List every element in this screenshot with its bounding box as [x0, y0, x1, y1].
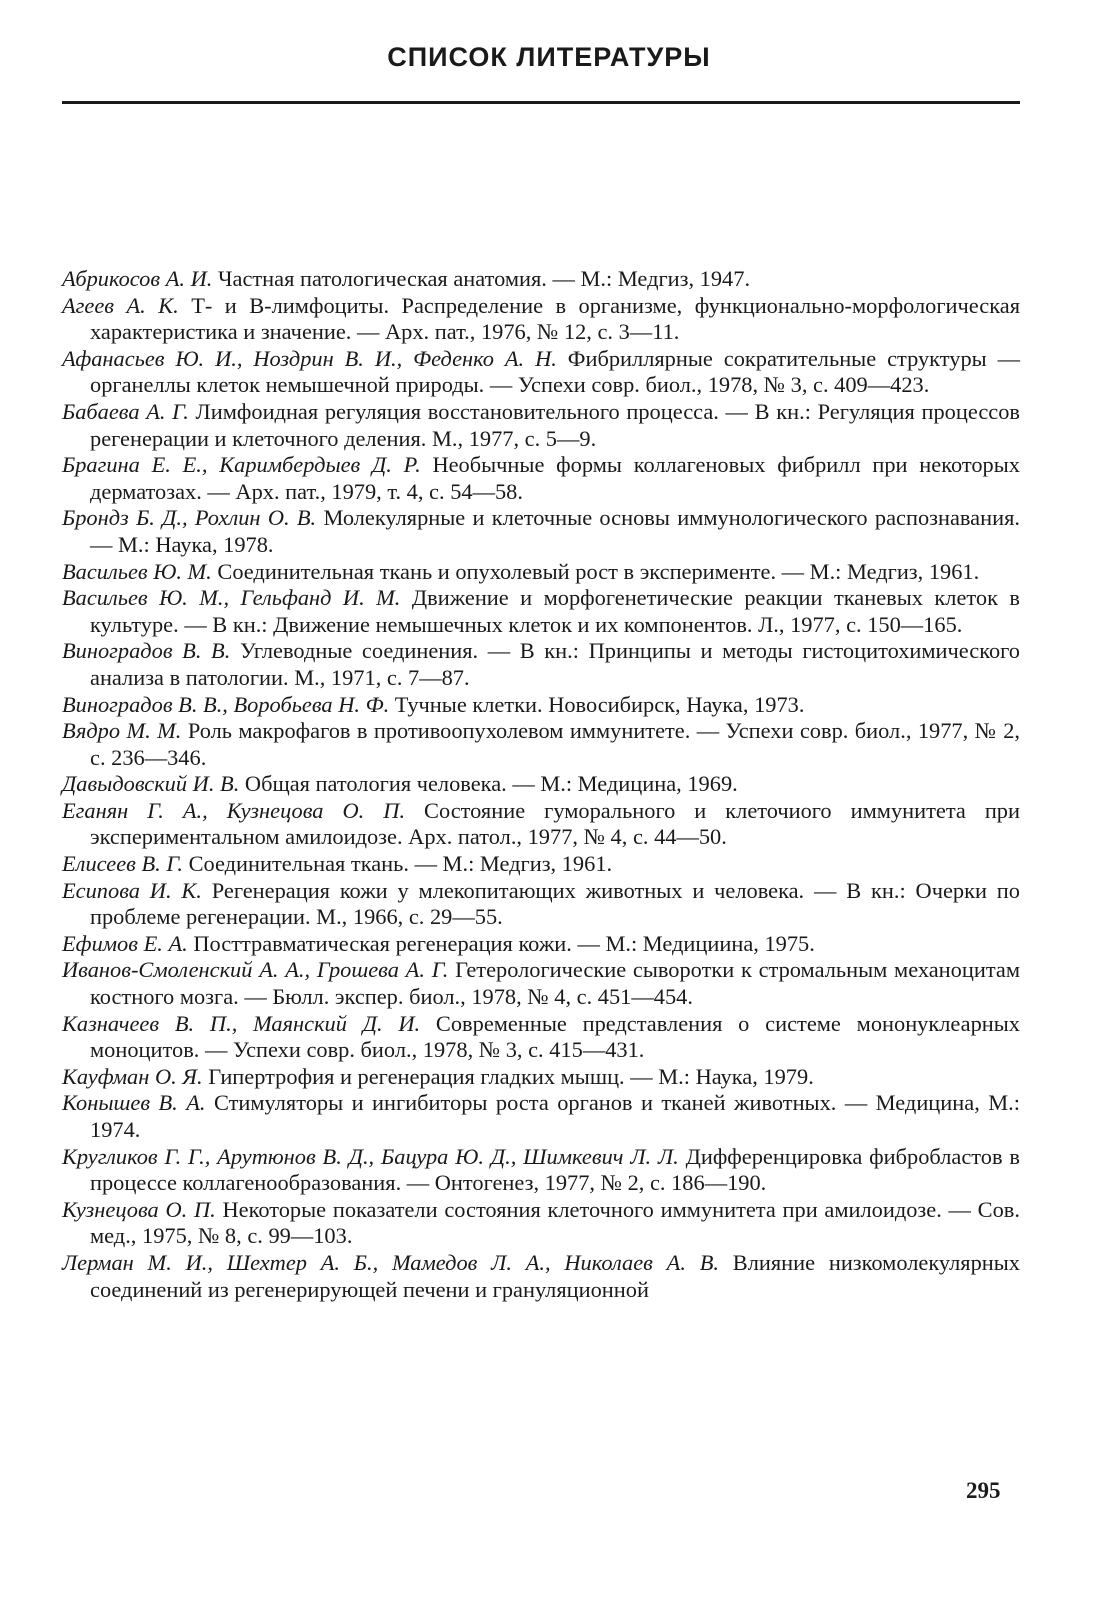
reference-entry: [62, 293, 1020, 346]
reference-text: Частная патологическая анатомия. — М.: Медгиз, 1947.: [217, 266, 751, 291]
reference-authors: Бабаева А. Г.: [62, 398, 189, 424]
reference-authors: Кузнецова О. П.: [62, 1196, 216, 1222]
reference-authors: Елисеев В. Г.: [62, 851, 183, 877]
reference-authors: Брондз Б. Д., Рохлин О. В.: [62, 505, 317, 531]
reference-entry: [62, 452, 1020, 505]
reference-authors: Виноградов В. В., Воробьева Н. Ф.: [62, 691, 390, 717]
reference-authors: Еганян Г. А., Кузнецова О. П.: [62, 797, 406, 823]
reference-entry: [62, 771, 1020, 798]
reference-entry: [62, 1011, 1020, 1064]
reference-text: Стимуляторы и ингибиторы роста органов и тканей животных. — Медицина, М.: 1974.: [90, 1090, 1020, 1142]
reference-entry: [62, 798, 1020, 851]
reference-entry: [62, 399, 1020, 452]
reference-text: Некоторые показатели состояния клеточного иммунитета при амилоидозе. — Сов. мед., 1975, № 8, с. 99—103.: [90, 1196, 1020, 1249]
reference-text: Углеводные соединения. — В кн.: Принципы и методы гистоцитохимического анализа в патологии. М., 1971, с. 7—87.: [90, 638, 1020, 690]
reference-authors: Иванов-Смоленский А. А., Грошева А. Г.: [62, 957, 449, 983]
reference-entry: [62, 1197, 1020, 1250]
reference-entry: [62, 1090, 1020, 1143]
reference-authors: Ефимов Е. А.: [62, 930, 188, 956]
reference-authors: Кругликов Г. Г., Арутюнов В. Д., Бацура Ю. Д., Шимкевич Л. Л.: [62, 1143, 679, 1169]
reference-text: Роль макрофагов в противоопухолевом иммунитете. — Успехи совр. биол., 1977, № 2, с. 236—346.: [90, 718, 1020, 770]
reference-authors: Афанасьев Ю. И., Ноздрин В. И., Феденко А. Н.: [62, 345, 557, 371]
reference-text: Тучные клетки. Новосибирск, Наука, 1973.: [394, 691, 805, 717]
reference-authors: Кауфман О. Я.: [62, 1063, 203, 1089]
page-number: 295: [966, 1478, 1001, 1503]
reference-text: Посттравматическая регенерация кожи. — М.: Медициина, 1975.: [193, 930, 815, 956]
reference-authors: Виноградов В. В.: [62, 638, 231, 664]
reference-text: Дифференцировка фибробластов в процессе коллагенообразования. — Онтогенез, 1977, № 2, с. 186—190.: [90, 1143, 1021, 1196]
reference-entry: [62, 638, 1020, 691]
reference-text: Общая патология человека. — М.: Медицина, 1969.: [244, 771, 738, 797]
reference-entry: [62, 505, 1020, 558]
reference-authors: Васильев Ю. М.: [62, 558, 212, 584]
reference-entry: [62, 1064, 1020, 1091]
reference-entry: [62, 266, 1020, 293]
reference-text: Состояние гуморального и клеточиого иммунитета при экспериментальном амилоидозе. Арх. патол., 1977, № 4, с. 44—50.: [90, 797, 1020, 850]
reference-authors: Казначеев В. П., Маянский Д. И.: [62, 1010, 421, 1036]
reference-text: Гетерологические сыворотки к стромальным механоцитам костного мозга. — Бюлл. экспер. биол., 1978, № 4, с. 451—454.: [90, 957, 1020, 1010]
reference-authors: Конышев В. А.: [62, 1090, 206, 1116]
reference-text: Регенерация кожи у млекопитающих животных и человека. — В кн.: Очерки по проблеме регенерации. М., 1966, с. 29—55.: [90, 877, 1020, 930]
reference-authors: Васильев Ю. М., Гельфанд И. М.: [62, 585, 401, 611]
reference-text: Современные представления о системе мононуклеарных моноцитов. — Успехи совр. биол., 1978, № 3, с. 415—431.: [90, 1010, 1020, 1063]
reference-authors: Агеев А. К.: [62, 292, 179, 318]
reference-authors: Брагина Е. Е., Каримбердыев Д. Р.: [62, 452, 421, 478]
reference-authors: Давыдовский И. В.: [62, 771, 240, 797]
reference-entry: [62, 718, 1020, 771]
page-title: СПИСОК ЛИТЕРАТУРЫ: [387, 42, 711, 72]
title-divider: [62, 101, 1020, 104]
reference-entry: [62, 851, 1020, 878]
reference-entry: [62, 346, 1020, 399]
reference-text: Гипертрофия и регенерация гладких мышц. — М.: Наука, 1979.: [208, 1063, 814, 1089]
reference-text: Необычные формы коллагеновых фибрилл при некоторых дерматозах. — Арх. пат., 1979, т. 4, с. 54—58.: [90, 452, 1020, 504]
reference-text: Фибриллярные сократительные структуры — органеллы клеток немышечной природы. — Успехи совр. биол., 1978, № 3, с. 409—423.: [90, 345, 1020, 398]
reference-entry: [62, 878, 1020, 931]
reference-entry: [62, 692, 1020, 719]
reference-entry: [62, 957, 1020, 1010]
bibliography-list: [62, 266, 1020, 1303]
reference-text: Соединительная ткань и опухолевый рост в эксперименте. — М.: Медгиз, 1961.: [217, 558, 980, 584]
reference-text: Движение и морфогенетические реакции тканевых клеток в культуре. — В кн.: Движение немышечных клеток и их компонентов. Л., 1977, с. 150—165.: [90, 585, 1020, 637]
reference-entry: [62, 559, 1020, 586]
reference-authors: Есипова И. К.: [62, 877, 202, 903]
reference-authors: Вядро М. М.: [62, 718, 182, 744]
reference-entry: [62, 585, 1020, 638]
reference-authors: Лерман М. И., Шехтер А. Б., Мамедов Л. А., Николаев А. В.: [62, 1249, 719, 1275]
reference-entry: [62, 931, 1020, 958]
reference-text: Лимфоидная регуляция восстановительного процесса. — В кн.: Регуляция процессов регенерации и клеточного деления. М., 1977, с. 5—9.: [90, 398, 1020, 451]
reference-text: Т- и В-лимфоциты. Распределение в организме, функционально-морфологическая характеристика и значение. — Арх. пат., 1976, № 12, с. 3—11.: [90, 292, 1020, 345]
reference-text: Влияние низкомолекулярных соединений из регенерирующей печени и грануляционной: [90, 1249, 1020, 1302]
reference-text: Молекулярные и клеточные основы иммунологического распознавания. — М.: Наука, 1978.: [90, 505, 1020, 557]
reference-entry: [62, 1144, 1020, 1197]
reference-authors: Абрикосов А. И.: [62, 266, 213, 291]
reference-entry: [62, 1250, 1020, 1303]
reference-text: Соединительная ткань. — М.: Медгиз, 1961.: [188, 851, 613, 877]
